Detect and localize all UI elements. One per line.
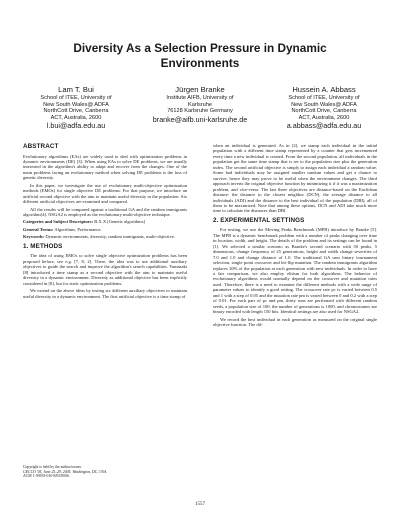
author-affiliation-line: ACT, Australia, 2600 [50,114,102,121]
copyright-line: GECCO '05, June 25–29, 2005, Washington, DC, USA. [23,469,108,474]
methods-continued-paragraph: when an individual is generated. As in [2], we stamp each individual in the initial population with a different time stamp represented by a counter that gets incremented every time a new individual is created. From the second population, all individuals in the population get the same time stamp that is set to the population size plus the generation index. The second artificial objective is simply to assign each individual a random value. Some bad individuals may be assigned smaller random values and get a chance to survive; hence they may prove to be useful when the environment changes. The third approach inverts the original objective function by minimizing it if it was a maximization problem, and vice-versa. The last three objectives are distance-based on the Euclidean distance: the distance to the closest neighbor (DCN), the average distance to all individuals (ADI) and the distance to the best individual of the population (DBI), all of them to be maximized. Note that among these options, DCN and ADI take much more time to calculate the distances than DBI. [213,143,377,214]
methods-heading: 1. METHODS [23,242,63,250]
copyright-line: Copyright is held by the author/owner. [23,465,82,469]
right-column [213,143,377,330]
author-3 [268,85,380,131]
author-affiliation-line: NorthCott Drive, Canberra [291,108,357,115]
author-name: Jürgen Branke [175,85,225,94]
abstract-heading: ABSTRACT [23,143,59,150]
settings-paragraph: For testing, we use the Moving Peaks Benchmark (MPB) introduce by Branke [5]. The MPB is a dynamic benchmark problem with a number of peaks changing over time in location, width, and height. The details of the problem and its settings can be found in [1]. We selected a similar scenario as Branke's second scenario with 50 peaks, 5 dimensions, change frequency of 25 generations, height and width change severities of 7.0 and 1.0 and change distance of 1.0. The traditional GA uses binary tournament selection, single point crossover and bit-flip mutation. The random immigrants algorithm replaces 20% of the population at each generation with new individuals. In order to have a fair comparison, we also employ elitism for both algorithms. The behavior of evolutionary algorithms would normally depend on the crossover and mutation rates used. Therefore, there is a need to examine the different methods with a wide range of parameter values to identify a good setting. The crossover rate pc is varied between 0.5 and 1 with a step of 0.05 and the mutation rate pm is varied between 0 and 0.2 with a step of 0.01. For each pair of pc and pm, thirty runs are performed with different random seeds, a population size of 100, the number of generations is 1000, and chromosomes are binary encoded with length 150 bits. Identical settings are also used for NSGA2. [213,227,377,315]
author-block [20,85,380,131]
abstract-paragraph: Evolutionary algorithms (EAs) are widely used to deal with optimization problems in dynamic environments (DE) [3]. When using EAs to solve DE problems, we are usually interested in the algorithm's ability to adapt and recover from the changes. One of the main problems facing an evolutionary method when solving DE problems is the loss of genetic diversity. [23,153,187,181]
copyright-line: ACM 1-59593-010-8/05/0006. [23,474,70,478]
copyright-notice [23,465,187,479]
author-email: branke@aifb.uni-karlsruhe.de [152,114,248,124]
paper-title: Diversity As a Selection Pressure in Dynamic Environments [73,41,327,70]
author-email: a.abbass@adfa.edu.au [286,121,362,131]
author-affiliation-line: New South Wales@ ADFA [291,101,357,108]
settings-paragraph: We record the best individual in each generation as measured on the original single objective function. The dif- [213,316,377,328]
author-2 [144,85,256,131]
author-affiliation-line: ACT, Australia, 2600 [298,114,350,121]
general-terms-line [23,227,187,232]
abstract-paragraph: In this paper, we investigate the use of evolutionary multi-objective optimization methods (EMOs) for single objective DE problems. For that purpose, we introduce an artificial second objective with the aim to maintain useful diversity in the population. Six different artificial objectives are examined and compared. [23,182,187,205]
page-number: 1557 [195,502,205,507]
left-column [23,143,187,301]
author-affiliation-line: New South Wales@ ADFA [43,101,109,108]
keywords-line [23,234,187,239]
abstract-paragraph: All the results will be compared against a traditional GA and the random immigrants algorithm[4]. NSGA2 is employed as the evolutionary multi-objective technique. [23,206,187,218]
author-affiliation-line: 76128 Karlsruhe Germany [167,108,233,115]
author-name: Lam T. Bui [58,85,94,94]
methods-paragraph: We extend on the above ideas by testing six different auxiliary objectives to maintain useful diversity in a dynamic environment. The first artificial objective is a time stamp of [23,288,187,299]
author-affiliation-line: NorthCott Drive, Canberra [43,108,109,115]
experimental-settings-heading: 2. EXPERIMENTAL SETTINGS [213,216,305,224]
general-terms-label: General Terms: [23,226,54,232]
author-affiliation-line: Institute AIFB, University of [166,95,234,101]
author-1 [20,85,132,131]
methods-paragraph: The idea of using EMOs to solve single objective optimization problems has been proposed before, see e.g. [7, 8, 2]. There, the idea was to use additional auxiliary objectives to guide the search and improve the algorithm's search capabilities. Yamasaki [8] introduced a time stamp as a second objective with the aim to maintain useful diversity in a dynamic environment. Diversity as additional objective has been explicitly considered in [8], but for static optimization problems. [23,253,187,286]
categories-text: B.X.X [Genetic algorithms] [94,219,145,225]
author-affiliation-line: School of ITEE, University of [40,95,112,101]
categories-line [23,219,187,224]
general-terms-text: Algorithms, Performance. [54,226,102,232]
author-name: Hussein A. Abbass [292,85,356,94]
keywords-text: Dynamic environments, diversity, random immigrants, multi-objective. [45,234,176,240]
author-affiliation-line: Karlsruhe [188,101,212,108]
categories-label: Categories and Subject Descriptors: [23,219,94,225]
author-affiliation-line: School of ITEE, University of [288,95,360,101]
keywords-label: Keywords: [23,234,45,240]
author-email: l.bui@adfa.edu.au [46,121,106,131]
